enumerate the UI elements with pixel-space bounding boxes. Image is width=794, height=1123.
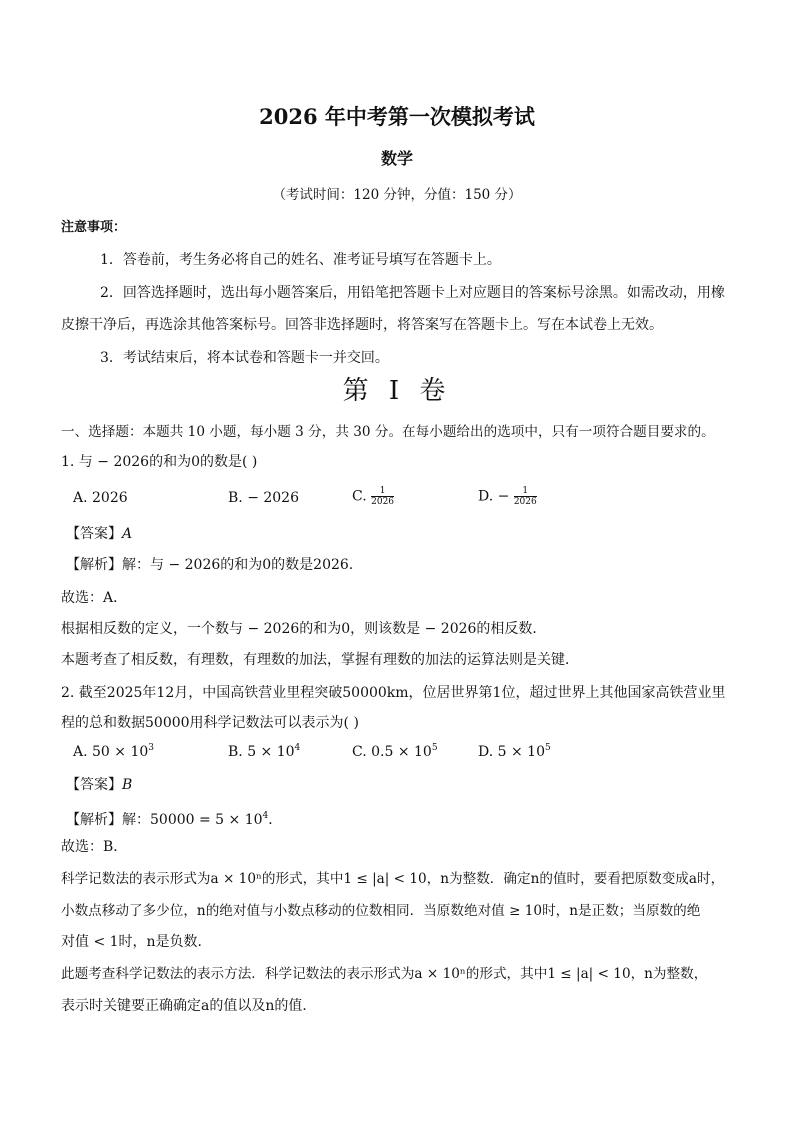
q2-option-c: C. $0.5 \times 10^5$ [352, 743, 438, 760]
q1-option-d: D. − $\frac{1}{2026}$ [478, 486, 537, 507]
exam-title: 2026 年中考第一次模拟考试 [259, 104, 535, 129]
q1-explain-2: 本题考查了相反数，有理数，有理数的加法，掌握有理数的加法的运算法则是关键． [61, 652, 579, 668]
q2-explain-1: 科学记数法的表示形式为a × 10ⁿ的形式，其中1 ≤ |a| < 10，n为整数．确定n的值时，要看把原数变成a时， [61, 871, 725, 887]
q1-option-c: C. $\frac{1}{2026}$ [352, 486, 395, 507]
q2-option-a: A. $50 \times 10^3$ [73, 743, 155, 760]
q2-explain-3: 对值 < 1时，n是负数． [61, 934, 212, 950]
q2-explain-4: 此题考查科学记数法的表示方法．科学记数法的表示形式为a × 10ⁿ的形式，其中1 ≤ |a| < 10，n为整数， [61, 966, 708, 982]
notice-heading: 注意事项： [61, 220, 127, 235]
q1-explain-1: 根据相反数的定义，一个数与 − 2026的和为0，则该数是 − 2026的相反数． [61, 621, 547, 637]
q2-stem-1: 2. 截至2025年12月，中国高铁营业里程突破50000km，位居世界第1位，超过世界上其他国家高铁营业里 [61, 685, 726, 701]
notice-item-3: 3．考试结束后，将本试卷和答题卡一并交回。 [100, 350, 389, 366]
q2-explain-2: 小数点移动了多少位，n的绝对值与小数点移动的位数相同．当原数绝对值 ≥ 10时，n是正数；当原数的绝 [61, 903, 701, 919]
q1-option-a: A. 2026 [73, 490, 128, 506]
q2-explain-5: 表示时关键要正确确定a的值以及n的值． [61, 998, 317, 1014]
q1-option-c-fraction: $\frac{1}{2026}$ [371, 486, 395, 507]
q2-analysis: 【解析】解：$50000 = 5 \times 10^4$． [66, 811, 283, 828]
q2-option-b: B. $5 \times 10^4$ [228, 743, 301, 760]
q2-choose: 故选：B． [61, 839, 128, 855]
q1-analysis: 【解析】解：与 − 2026的和为0的数是2026. [66, 557, 354, 573]
q1-stem: 1. 与 − 2026的和为0的数是( ) [61, 454, 258, 470]
exam-subject: 数学 [380, 149, 413, 168]
notice-item-1: 1．答卷前，考生务必将自己的姓名、准考证号填写在答题卡上。 [100, 252, 501, 268]
section-heading: 一、选择题：本题共 10 小题，每小题 3 分，共 30 分。在每小题给出的选项中，只有一项符合题目要求的。 [61, 424, 715, 440]
q1-choose: 故选：A． [61, 590, 128, 606]
q1-option-b: B. − 2026 [228, 490, 299, 506]
notice-item-2-cont: 皮擦干净后，再选涂其他答案标号。回答非选择题时，将答案写在答题卡上。写在本试卷上无效。 [61, 317, 663, 333]
exam-meta: （考试时间：120 分钟，分值：150 分） [272, 187, 522, 203]
q1-answer: 【答案】A [66, 526, 133, 542]
q2-option-d: D. $5 \times 10^5$ [478, 743, 551, 760]
q2-stem-2: 程的总和数据50000用科学记数法可以表示为( ) [61, 715, 359, 731]
q1-option-d-fraction: $\frac{1}{2026}$ [513, 486, 537, 507]
q2-answer: 【答案】B [66, 777, 133, 793]
notice-item-2: 2．回答选择题时，选出每小题答案后，用铅笔把答题卡上对应题目的答案标号涂黑。如需改动，用橡 [100, 285, 725, 301]
volume-heading: 第 I 卷 [342, 376, 452, 406]
